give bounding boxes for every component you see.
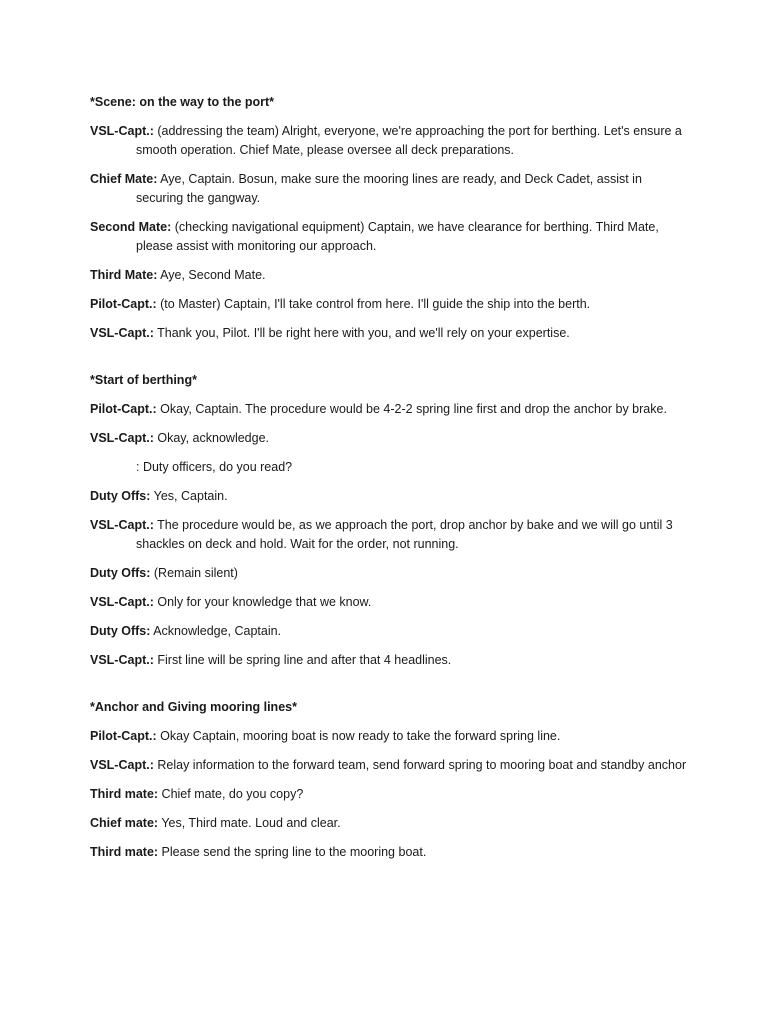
section-title: *Scene: on the way to the port* xyxy=(90,95,275,109)
section-anchor-and-mooring xyxy=(90,698,688,862)
section-title: *Anchor and Giving mooring lines* xyxy=(90,700,297,714)
dialogue-line xyxy=(90,727,688,746)
dialogue-text: The procedure would be, as we approach the port, drop anchor by bake and we will go until 3 shackles on deck and hold. Wait for the order, not running. xyxy=(136,518,673,551)
dialogue-text: (addressing the team) Alright, everyone, we're approaching the port for berthing. Let's ensure a smooth operation. Chief Mate, please oversee all deck preparations. xyxy=(136,124,682,157)
section-start-of-berthing xyxy=(90,371,688,670)
dialogue-text: Aye, Second Mate. xyxy=(157,268,266,282)
dialogue-line xyxy=(90,400,688,419)
dialogue-text: Acknowledge, Captain. xyxy=(150,624,282,638)
speaker-label: VSL-Capt.: xyxy=(90,518,154,532)
dialogue-line xyxy=(90,651,688,670)
dialogue-line xyxy=(90,218,688,256)
dialogue-text: (checking navigational equipment) Captain, we have clearance for berthing. Third Mate, please assist with monitoring our approach. xyxy=(136,220,659,253)
speaker-label: VSL-Capt.: xyxy=(90,595,154,609)
section-scene xyxy=(90,93,688,343)
dialogue-line xyxy=(90,458,688,477)
speaker-label: Third Mate: xyxy=(90,268,158,282)
dialogue-text: First line will be spring line and after that 4 headlines. xyxy=(153,653,452,667)
speaker-label: Duty Offs: xyxy=(90,624,151,638)
speaker-label: VSL-Capt.: xyxy=(90,431,154,445)
speaker-label: Duty Offs: xyxy=(90,489,151,503)
dialogue-text: Chief mate, do you copy? xyxy=(158,787,304,801)
dialogue-line xyxy=(90,170,688,208)
dialogue-text: Thank you, Pilot. I'll be right here with you, and we'll rely on your expertise. xyxy=(153,326,570,340)
dialogue-line xyxy=(90,516,688,554)
dialogue-text: Yes, Captain. xyxy=(150,489,228,503)
dialogue-text: (Remain silent) xyxy=(150,566,238,580)
speaker-label: Third mate: xyxy=(90,845,159,859)
dialogue-line xyxy=(90,295,688,314)
dialogue-line xyxy=(90,266,688,285)
speaker-label: Second Mate: xyxy=(90,220,172,234)
dialogue-line xyxy=(90,785,688,804)
dialogue-line xyxy=(90,622,688,641)
speaker-label: Pilot-Capt.: xyxy=(90,402,157,416)
dialogue-line xyxy=(90,429,688,448)
speaker-label: VSL-Capt.: xyxy=(90,326,154,340)
speaker-label: Pilot-Capt.: xyxy=(90,297,157,311)
dialogue-text: Only for your knowledge that we know. xyxy=(153,595,372,609)
speaker-label: VSL-Capt.: xyxy=(90,124,154,138)
dialogue-line xyxy=(90,564,688,583)
dialogue-text: Yes, Third mate. Loud and clear. xyxy=(158,816,341,830)
dialogue-text: Okay, Captain. The procedure would be 4-2-2 spring line first and drop the anchor by brake. xyxy=(156,402,667,416)
speaker-label: Chief Mate: xyxy=(90,172,158,186)
dialogue-line xyxy=(90,487,688,506)
speaker-label: VSL-Capt.: xyxy=(90,653,154,667)
dialogue-line xyxy=(90,814,688,833)
speaker-label: Third mate: xyxy=(90,787,159,801)
speaker-label: Pilot-Capt.: xyxy=(90,729,157,743)
dialogue-text: Please send the spring line to the mooring boat. xyxy=(158,845,427,859)
dialogue-line xyxy=(90,756,688,775)
dialogue-text: Okay Captain, mooring boat is now ready to take the forward spring line. xyxy=(156,729,561,743)
dialogue-text: Aye, Captain. Bosun, make sure the mooring lines are ready, and Deck Cadet, assist in securing the gangway. xyxy=(136,172,642,205)
dialogue-line xyxy=(90,843,688,862)
dialogue-line xyxy=(90,324,688,343)
dialogue-line xyxy=(90,593,688,612)
dialogue-line xyxy=(90,122,688,160)
dialogue-text: (to Master) Captain, I'll take control from here. I'll guide the ship into the berth. xyxy=(156,297,591,311)
speaker-label: Chief mate: xyxy=(90,816,159,830)
section-title: *Start of berthing* xyxy=(90,373,197,387)
dialogue-text: Okay, acknowledge. xyxy=(153,431,269,445)
dialogue-text: Relay information to the forward team, send forward spring to mooring boat and standby anchor xyxy=(153,758,687,772)
dialogue-text: : Duty officers, do you read? xyxy=(136,460,293,474)
speaker-label: VSL-Capt.: xyxy=(90,758,154,772)
speaker-label: Duty Offs: xyxy=(90,566,151,580)
